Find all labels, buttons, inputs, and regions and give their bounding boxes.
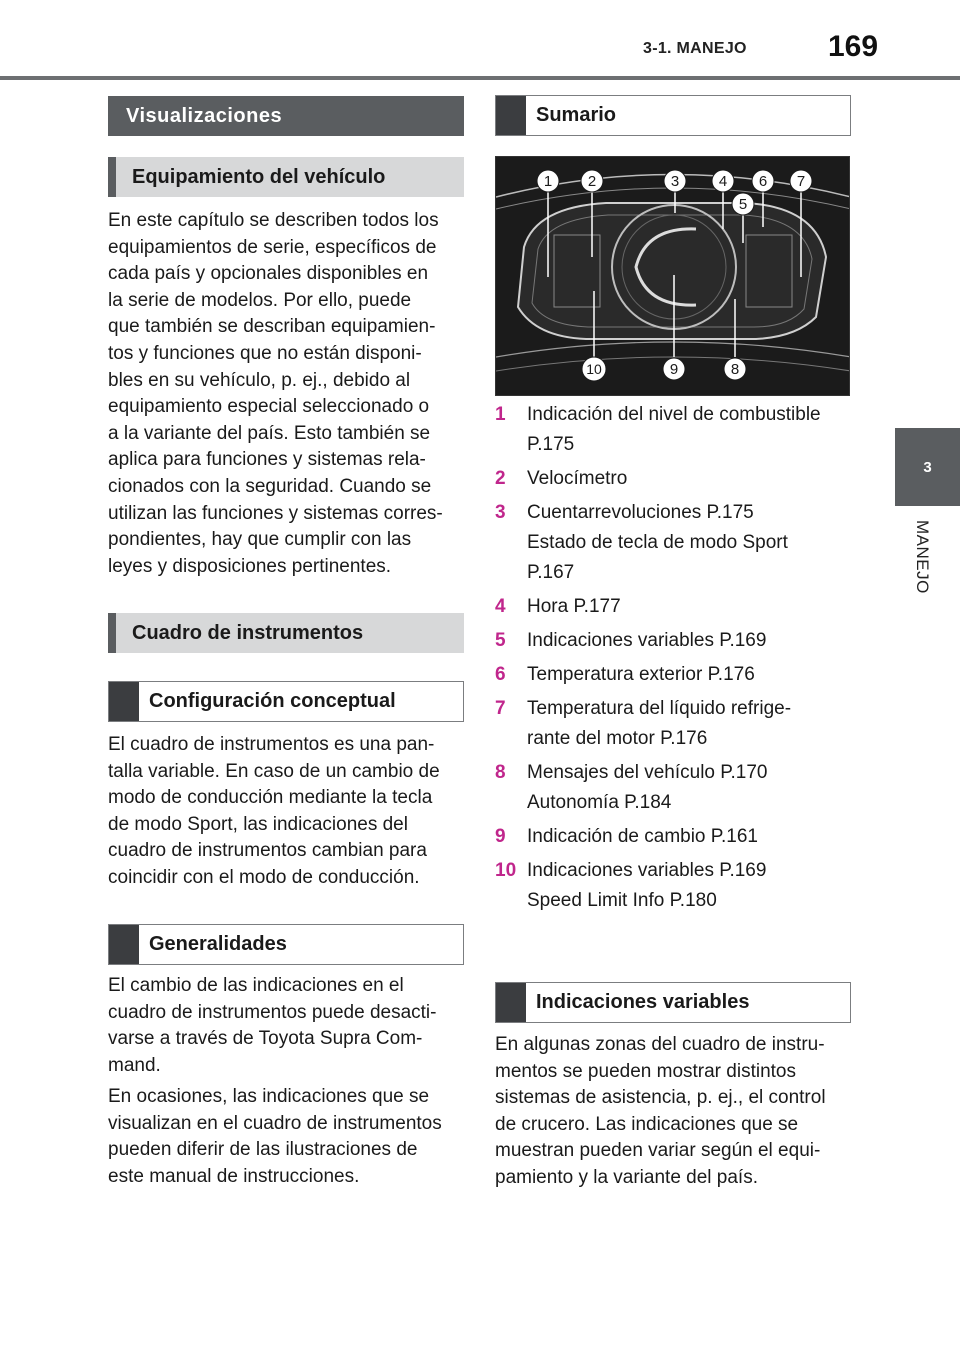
legend-number: 6 (495, 664, 506, 685)
legend-number: 2 (495, 468, 506, 489)
page-number: 169 (828, 30, 879, 63)
legend-text: Indicaciones variables P.169 (527, 630, 767, 651)
legend-number: 5 (495, 630, 506, 651)
legend-text: Cuentarrevoluciones P.175 Estado de tecla de modo Sport P.167 (527, 502, 788, 583)
heading-indicaciones-label: Indicaciones variables (536, 991, 750, 1013)
callout-3-label: 3 (670, 173, 680, 190)
callout-6-label: 6 (758, 173, 768, 190)
legend-item (495, 400, 855, 460)
callout-5-label: 5 (738, 196, 748, 213)
heading-bar (109, 925, 139, 964)
paragraph-generalidades-2: En ocasiones, las indicaciones que se visualizan en el cuadro de instrumentos pueden diferir de las ilustraciones de este manual de instrucciones. (108, 1086, 442, 1187)
legend-item (495, 856, 855, 916)
legend-text: Mensajes del vehículo P.170 Autonomía P.184 (527, 762, 768, 813)
figure-legend (495, 400, 855, 916)
heading-sumario-label: Sumario (536, 104, 617, 126)
instrument-cluster-illustration (496, 157, 850, 396)
legend-text: Velocímetro (527, 468, 628, 489)
legend-item (495, 758, 855, 818)
callout-1-label: 1 (543, 173, 553, 190)
callout-9-label: 9 (669, 361, 679, 378)
header-rule (0, 76, 960, 80)
legend-item (495, 626, 855, 656)
callout-7-label: 7 (796, 173, 806, 190)
callout-4-label: 4 (718, 173, 728, 190)
chapter-label: MANEJO (913, 520, 932, 594)
legend-number: 9 (495, 826, 506, 847)
heading-equipamiento: Equipamiento del vehículo (108, 157, 464, 197)
paragraph-generalidades-1: El cambio de las indicaciones en el cuadro de instrumentos puede desacti- varse a través de Toyota Supra Com- mand. (108, 975, 437, 1076)
legend-number: 8 (495, 762, 506, 783)
heading-indicaciones-variables (495, 982, 851, 1023)
legend-item (495, 464, 855, 494)
legend-text: Hora P.177 (527, 596, 621, 617)
heading-configuracion (108, 681, 464, 722)
heading-generalidades-label: Generalidades (149, 933, 287, 955)
legend-text: Temperatura del líquido refrige- rante del motor P.176 (527, 698, 792, 749)
legend-item (495, 592, 855, 622)
legend-number: 4 (495, 596, 506, 617)
legend-number: 7 (495, 698, 506, 719)
heading-cuadro: Cuadro de instrumentos (108, 613, 464, 653)
legend-text: Indicación de cambio P.161 (527, 826, 758, 847)
paragraph-configuracion: El cuadro de instrumentos es una pan- talla variable. En caso de un cambio de modo de conducción mediante la tecla de modo Sport, las indicaciones del cuadro de instrumentos cambian para coincidir con el modo de conducción. (108, 734, 440, 888)
legend-number: 1 (495, 404, 506, 425)
heading-visualizaciones: Visualizaciones (108, 96, 464, 136)
chapter-number: 3 (923, 458, 932, 476)
callout-2-label: 2 (587, 173, 597, 190)
heading-sumario (495, 95, 851, 136)
legend-text: Indicación del nivel de combustible P.175 (527, 404, 821, 455)
callout-10-label: 10 (586, 361, 602, 377)
legend-number: 3 (495, 502, 506, 523)
section-title: 3-1. MANEJO (643, 40, 747, 57)
heading-configuracion-label: Configuración conceptual (149, 690, 396, 712)
callout-8-label: 8 (730, 361, 740, 378)
legend-item (495, 660, 855, 690)
legend-item (495, 498, 855, 588)
instrument-cluster-figure (495, 156, 850, 396)
heading-bar (496, 983, 526, 1022)
paragraph-indicaciones: En algunas zonas del cuadro de instru- mentos se pueden mostrar distintos sistemas de asistencia, p. ej., el control de crucero. Las indicaciones que se muestran pueden variar según el equi- pamiento y la variante del país. (495, 1034, 826, 1188)
heading-generalidades (108, 924, 464, 965)
legend-number: 10 (495, 860, 517, 881)
legend-item (495, 694, 855, 754)
paragraph-equipamiento: En este capítulo se describen todos los equipamientos de serie, específicos de cada país y opcionales disponibles en la serie de modelos. Por ello, puede que también se describan equipamien- tos y funciones que no están disponi- bles en su vehículo, p. ej., debido al equipamiento especial seleccionado o a la variante del país. Esto también se aplica para funciones y sistemas rela- cionados con la seguridad. Cuando se utilizan las funciones y sistemas corres- pondientes, hay que cumplir con las leyes y disposiciones pertinentes. (108, 210, 443, 577)
legend-item (495, 822, 855, 852)
legend-text: Indicaciones variables P.169 Speed Limit Info P.180 (527, 860, 767, 911)
chapter-tab (895, 428, 960, 506)
legend-text: Temperatura exterior P.176 (527, 664, 755, 685)
heading-bar (109, 682, 139, 721)
heading-bar (496, 96, 526, 135)
